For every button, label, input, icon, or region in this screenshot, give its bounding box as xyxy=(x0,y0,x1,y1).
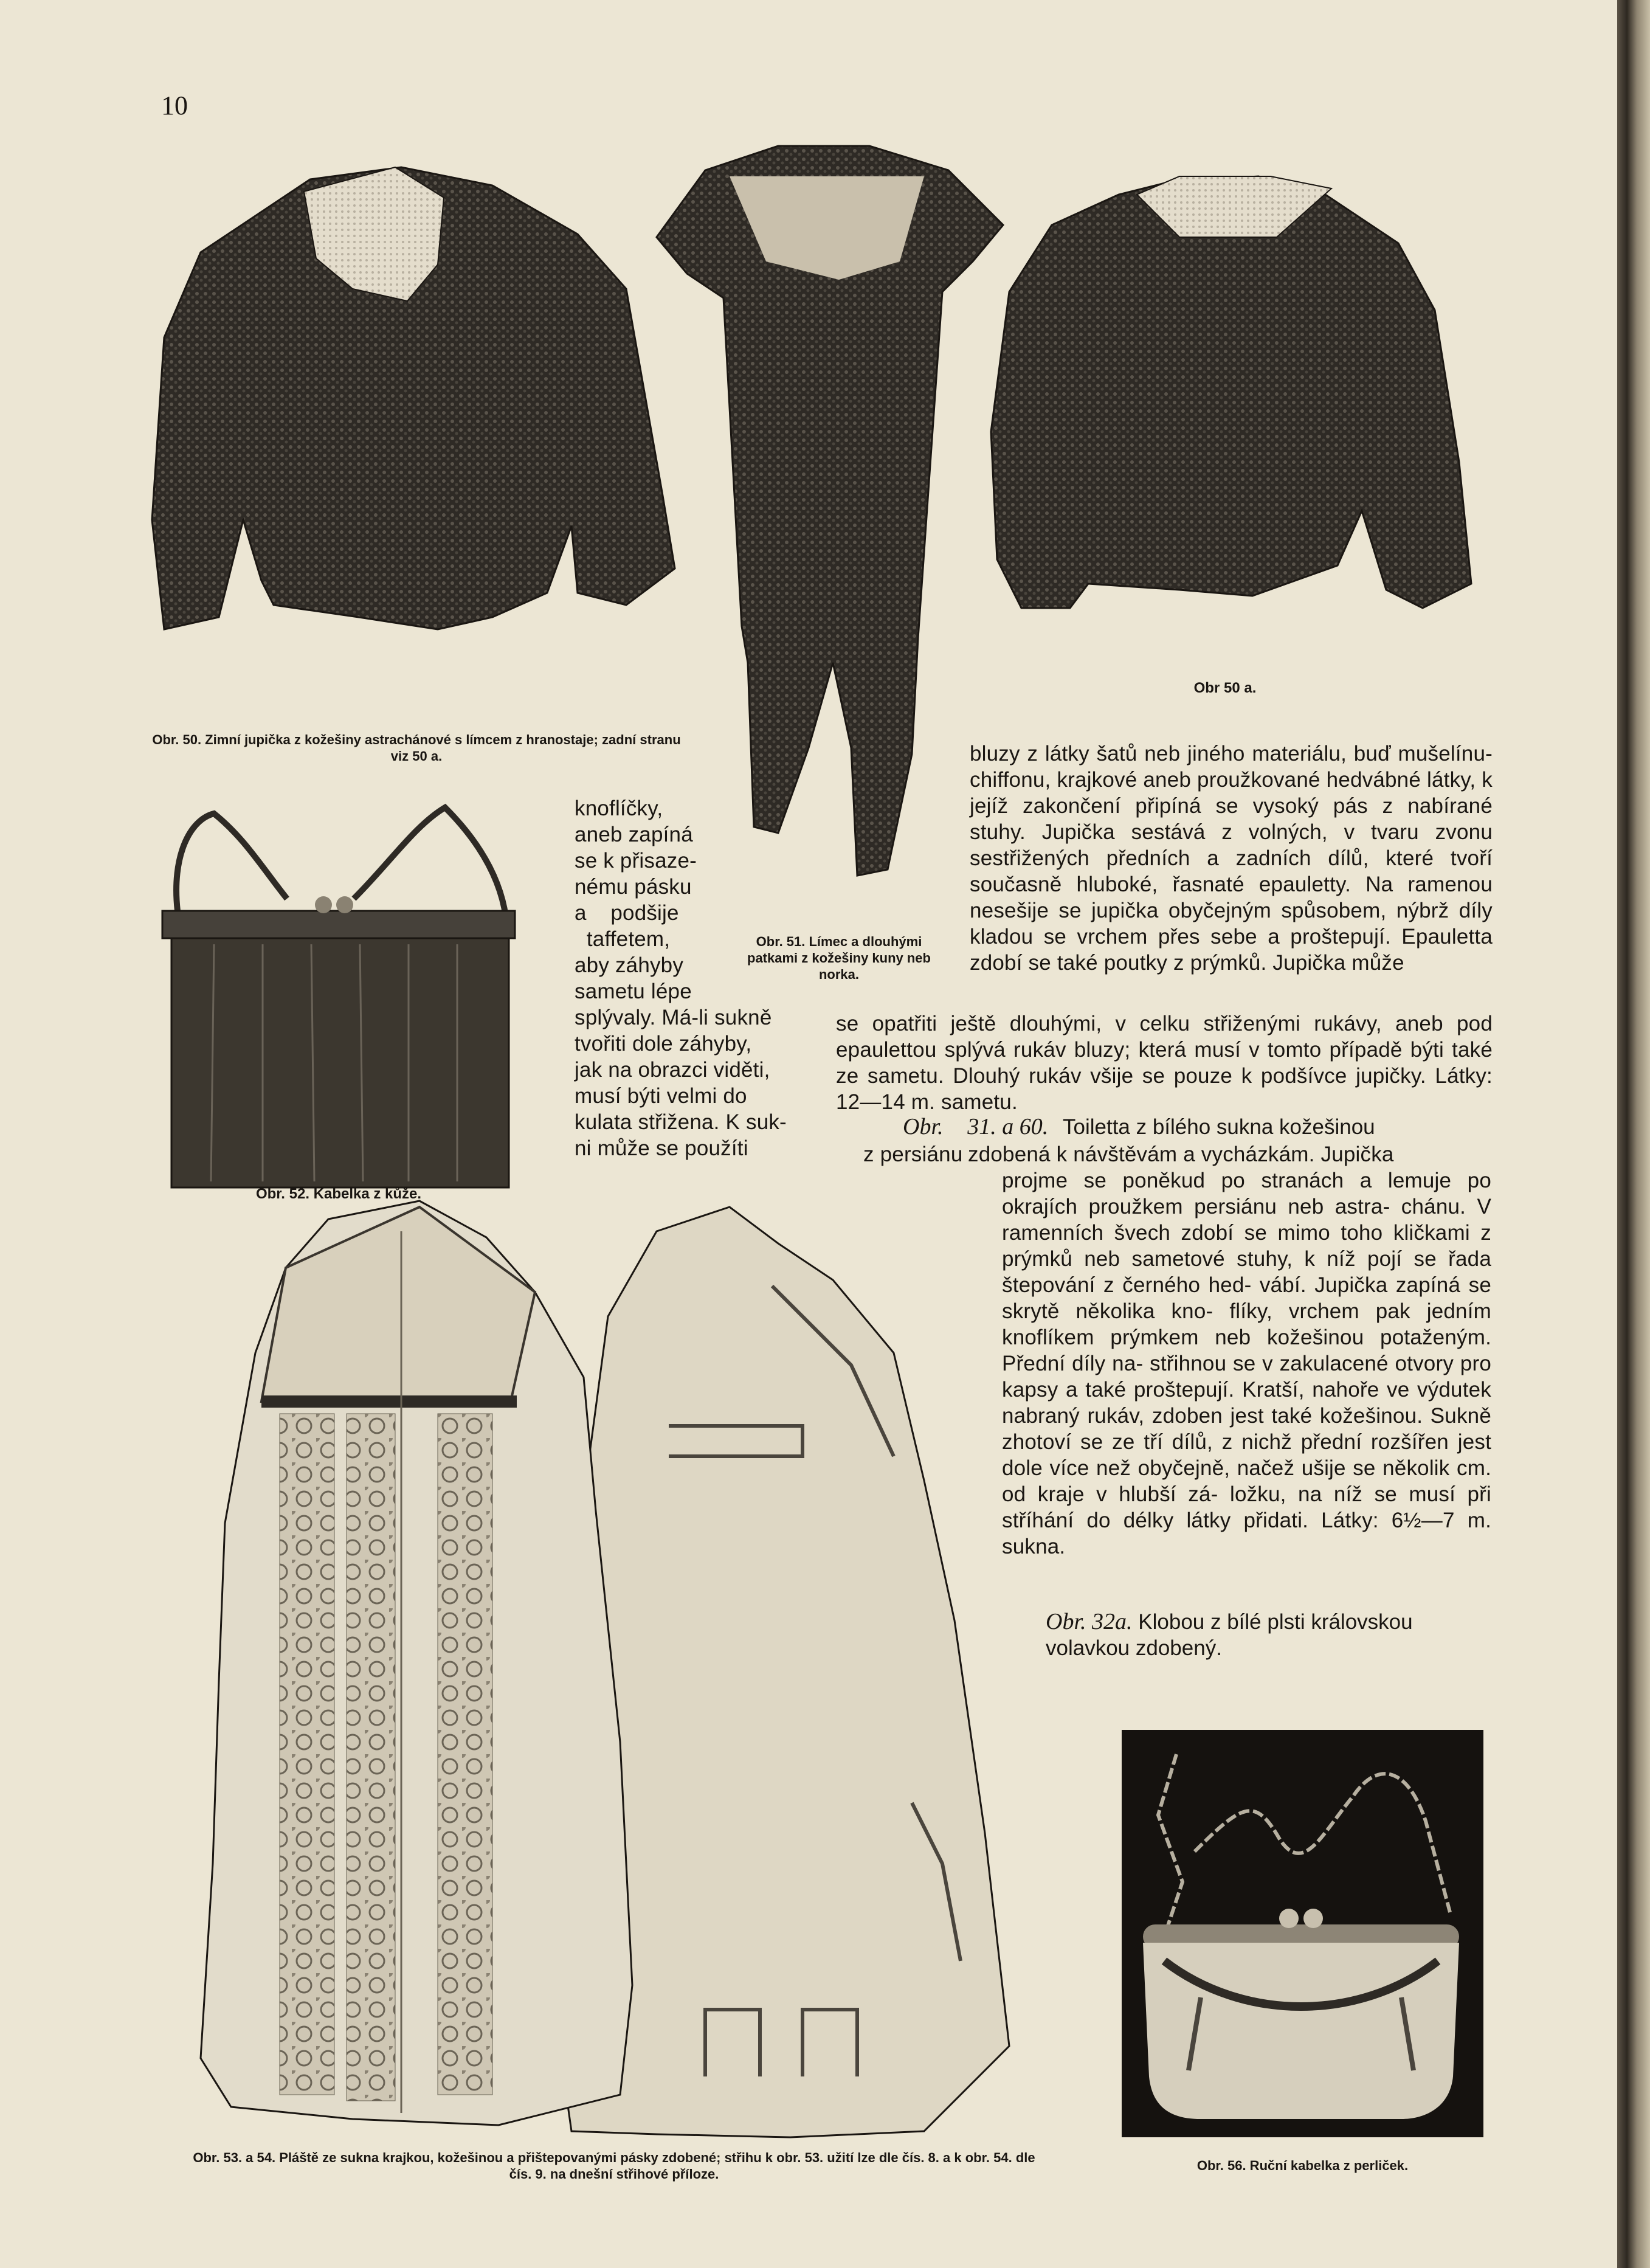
text-wide-paragraph: se opatřiti ještě dlouhými, v celku střiženými rukávy, aneb pod epaulettou splývá rukáv bluzy; která musí v tomto případě býti také ze sametu. Dlouhý rukáv všije se pouze k podšívce jupičky. Látky: 12—14 m. sametu. xyxy=(836,1012,1493,1114)
persian-left: z persiánu xyxy=(863,1143,963,1166)
cloaks-illustration xyxy=(195,1195,1015,2143)
leather-handbag-illustration xyxy=(159,801,518,1191)
obr-31-numbers: 31. a 60. xyxy=(967,1114,1049,1139)
text-column-middle: knoflíčky, aneb zapíná se k přisaze- nému pásku a podšije taffetem, aby záhyby sametu lépe splývaly. Má-li sukně tvořiti dole záhyby, jak na obrazci viděti, musí býti velmi do kulata střižena. K suk- ni může se použíti xyxy=(575,797,787,1160)
fur-jacket-back-illustration xyxy=(985,170,1477,657)
caption-fig-50: Obr. 50. Zimní jupička z kožešiny astrachánové s límcem z hranostaje; zadní stranu viz 50 a. xyxy=(152,732,681,764)
caption-fig-50a: Obr 50 a. xyxy=(1193,680,1257,696)
fur-jacket-front-illustration xyxy=(152,155,681,690)
obr-31-text: Toiletta z bílého sukna kožešinou xyxy=(1063,1115,1375,1139)
beaded-purse-illustration xyxy=(1122,1730,1483,2137)
page-binding-edge xyxy=(1617,0,1650,2268)
caption-fig-56: Obr. 56. Ruční kabelka z perliček. xyxy=(1196,2158,1409,2173)
fur-stole-illustration xyxy=(657,140,1003,894)
caption-fig-51: Obr. 51. Límec a dlouhými patkami z kožešiny kuny neb norka. xyxy=(747,934,931,982)
persian-right: zdobená k návštěvám a vycházkám. Jupička xyxy=(968,1143,1394,1166)
caption-fig-52: Obr. 52. Kabelka z kůže. xyxy=(255,1186,422,1202)
text-column-right-top: bluzy z látky šatů neb jiného materiálu, buď mušelínu-chiffonu, krajkové aneb proužkované hedvábné látky, k jejíž zakončení připíná se vysoký pás z nabírané stuhy. Jupička sestává z volných, v tvaru zvonu sestřižených předních a zadních dílů, které tvoří současně hluboké, řasnaté epauletty. Na ramenou nesešije se jupička obyčejným spůsobem, nýbrž díly kladou se vrchem přes sebe a proštepují. Epauletta zdobí se také poutky z prýmků. Jupička může xyxy=(970,742,1493,975)
obr-31-label: Obr. xyxy=(903,1114,944,1139)
caption-fig-53-54: Obr. 53. a 54. Pláště ze sukna krajkou, kožešinou a přištepovanými pásky zdobené; střihu k obr. 53. užití lze dle čís. 8. a k obr. 54. dle čís. 9. na dnešní střihové příloze. xyxy=(193,2150,1035,2182)
obr-31-line xyxy=(903,1114,1493,1140)
obr-32-label: Obr. 32a. xyxy=(1046,1609,1133,1634)
obr-32-paragraph xyxy=(1046,1609,1493,1661)
obr-32-text: Klobou z bílé plsti královskou volavkou zdobený. xyxy=(1046,1610,1413,1660)
text-column-right-bottom: projme se poněkud po stranách a lemuje po okrajích proužkem persiánu neb astra- chánu. V ramenních švech zdobí se mimo toho kličkami z prýmků neb sametové stuhy, k níž pojí se řada štepování z černého hed- vábí. Jupička zapíná se skrytě několika kno- flíky, vrchem pak jedním knoflíkem prýmkem neb kožešinou potaženým. Přední díly na- střihnou se v zakulacené otvory pro kapsy a také proštepují. Kratší, nahoře ve výdutek nabraný rukáv, zdoben jest také kožešinou. Sukně zhotoví se ze tří dílů, z nichž přední rozšířen jest dole více než obyčejně, načež ušije se několik cm. od kraje v hlubší zá- ložku, na níž se musí při stříhání do délky látky přidati. Látky: 6½—7 m. sukna. xyxy=(1002,1169,1491,1558)
page-number: 10 xyxy=(161,91,188,120)
